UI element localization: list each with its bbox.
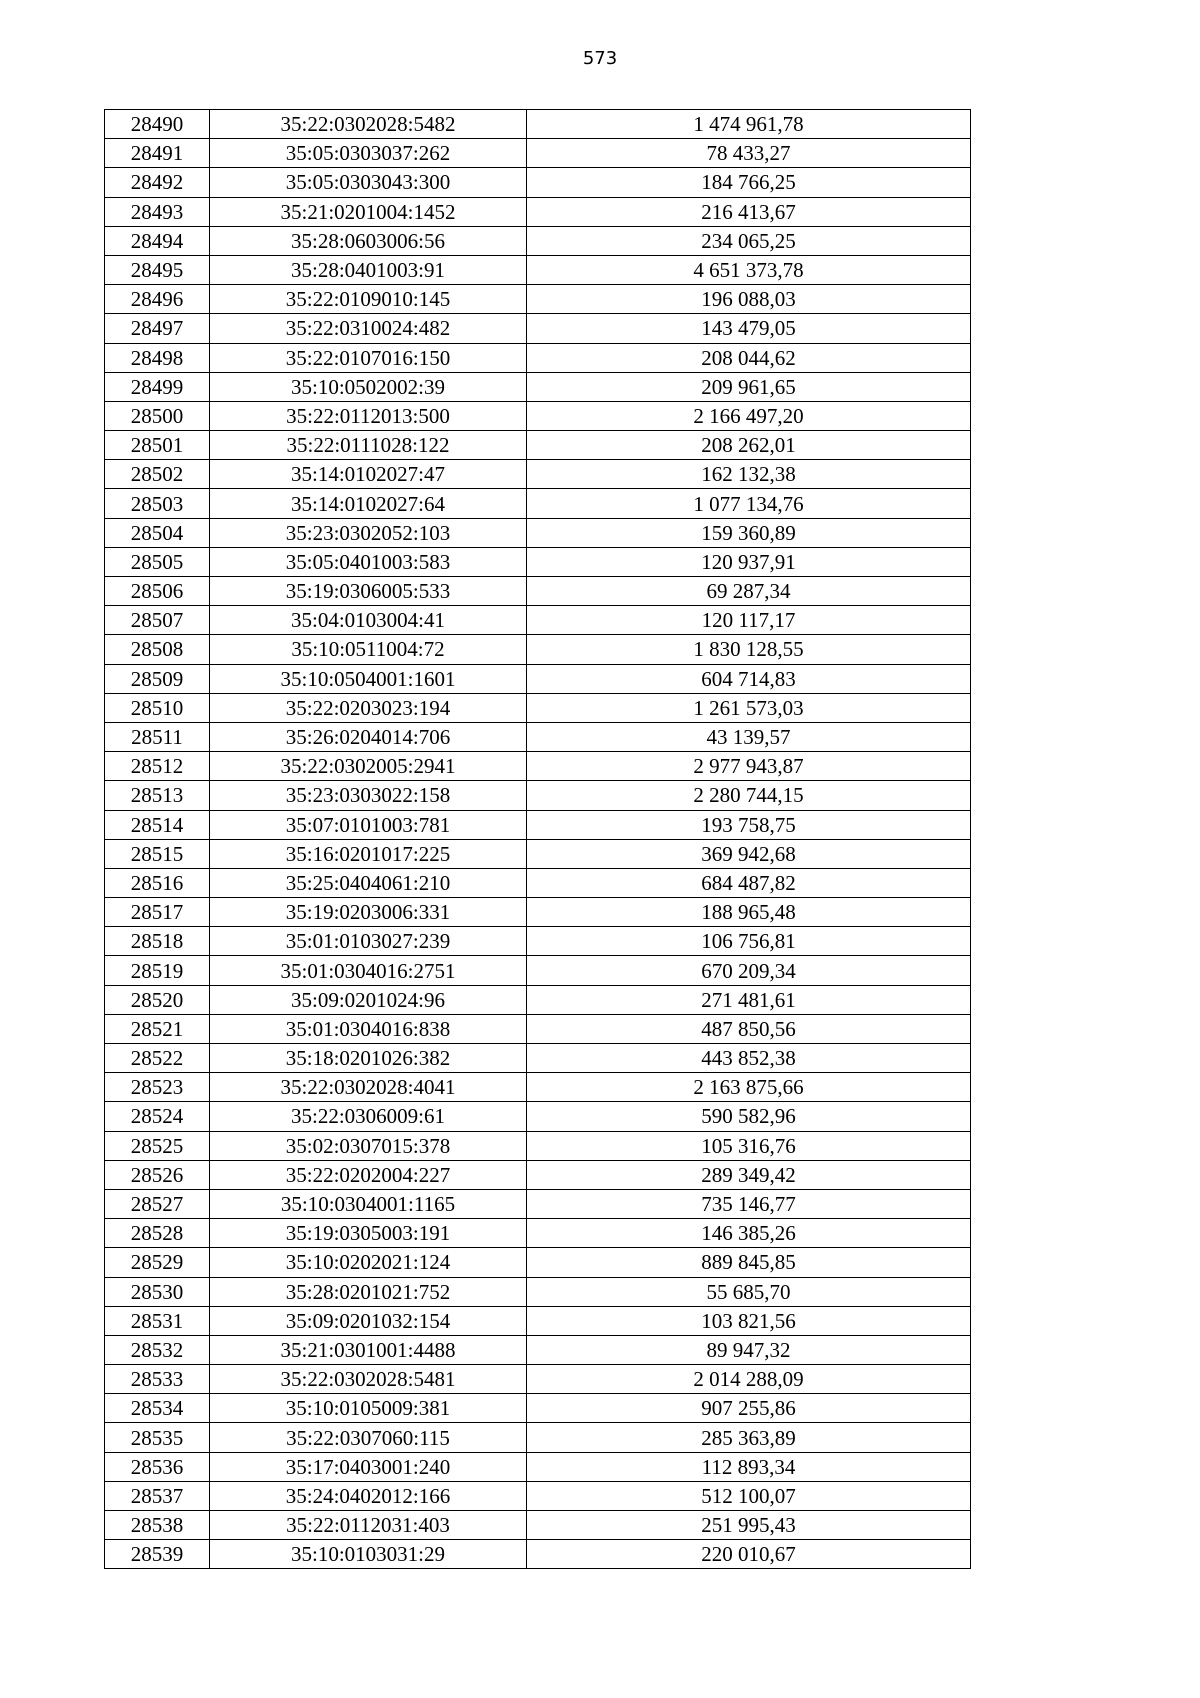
value-cell: 196 088,03	[527, 285, 971, 314]
cadastral-number-cell: 35:22:0111028:122	[210, 431, 527, 460]
table-row	[105, 343, 971, 372]
table-row	[105, 460, 971, 489]
cadastral-number-cell: 35:18:0201026:382	[210, 1044, 527, 1073]
value-cell: 271 481,61	[527, 985, 971, 1014]
value-cell: 4 651 373,78	[527, 255, 971, 284]
cadastral-number-cell: 35:07:0101003:781	[210, 810, 527, 839]
cadastral-number-cell: 35:22:0310024:482	[210, 314, 527, 343]
value-cell: 220 010,67	[527, 1540, 971, 1569]
row-number-cell: 28526	[105, 1160, 210, 1189]
cadastral-number-cell: 35:22:0306009:61	[210, 1102, 527, 1131]
value-cell: 78 433,27	[527, 139, 971, 168]
cadastral-number-cell: 35:28:0603006:56	[210, 226, 527, 255]
row-number-cell: 28528	[105, 1219, 210, 1248]
table-row	[105, 810, 971, 839]
table-row	[105, 1481, 971, 1510]
value-cell: 251 995,43	[527, 1511, 971, 1540]
table-row	[105, 372, 971, 401]
cadastral-number-cell: 35:17:0403001:240	[210, 1452, 527, 1481]
row-number-cell: 28515	[105, 839, 210, 868]
cadastral-number-cell: 35:16:0201017:225	[210, 839, 527, 868]
value-cell: 2 977 943,87	[527, 752, 971, 781]
value-cell: 2 166 497,20	[527, 401, 971, 430]
row-number-cell: 28536	[105, 1452, 210, 1481]
value-cell: 285 363,89	[527, 1423, 971, 1452]
value-cell: 907 255,86	[527, 1394, 971, 1423]
value-cell: 209 961,65	[527, 372, 971, 401]
table-row	[105, 168, 971, 197]
cadastral-number-cell: 35:09:0201024:96	[210, 985, 527, 1014]
value-cell: 1 077 134,76	[527, 489, 971, 518]
value-cell: 2 014 288,09	[527, 1365, 971, 1394]
row-number-cell: 28499	[105, 372, 210, 401]
value-cell: 162 132,38	[527, 460, 971, 489]
table-body	[105, 110, 971, 1569]
cadastral-number-cell: 35:02:0307015:378	[210, 1131, 527, 1160]
value-cell: 670 209,34	[527, 956, 971, 985]
cadastral-number-cell: 35:28:0401003:91	[210, 255, 527, 284]
value-cell: 159 360,89	[527, 518, 971, 547]
table-row	[105, 285, 971, 314]
value-cell: 234 065,25	[527, 226, 971, 255]
cadastral-number-cell: 35:10:0504001:1601	[210, 664, 527, 693]
cadastral-number-cell: 35:21:0201004:1452	[210, 197, 527, 226]
cadastral-number-cell: 35:22:0107016:150	[210, 343, 527, 372]
table-row	[105, 110, 971, 139]
cadastral-number-cell: 35:10:0202021:124	[210, 1248, 527, 1277]
cadastral-number-cell: 35:22:0112013:500	[210, 401, 527, 430]
row-number-cell: 28517	[105, 898, 210, 927]
cadastral-number-cell: 35:22:0109010:145	[210, 285, 527, 314]
row-number-cell: 28506	[105, 577, 210, 606]
row-number-cell: 28510	[105, 693, 210, 722]
row-number-cell: 28490	[105, 110, 210, 139]
row-number-cell: 28520	[105, 985, 210, 1014]
row-number-cell: 28521	[105, 1014, 210, 1043]
cadastral-number-cell: 35:26:0204014:706	[210, 722, 527, 751]
row-number-cell: 28491	[105, 139, 210, 168]
cadastral-number-cell: 35:10:0511004:72	[210, 635, 527, 664]
value-cell: 208 262,01	[527, 431, 971, 460]
row-number-cell: 28503	[105, 489, 210, 518]
row-number-cell: 28527	[105, 1189, 210, 1218]
row-number-cell: 28497	[105, 314, 210, 343]
table-row	[105, 927, 971, 956]
table-row	[105, 1306, 971, 1335]
cadastral-number-cell: 35:22:0203023:194	[210, 693, 527, 722]
row-number-cell: 28505	[105, 547, 210, 576]
value-cell: 590 582,96	[527, 1102, 971, 1131]
cadastral-number-cell: 35:01:0103027:239	[210, 927, 527, 956]
row-number-cell: 28534	[105, 1394, 210, 1423]
cadastral-number-cell: 35:10:0304001:1165	[210, 1189, 527, 1218]
row-number-cell: 28539	[105, 1540, 210, 1569]
table-row	[105, 489, 971, 518]
cadastral-number-cell: 35:01:0304016:2751	[210, 956, 527, 985]
cadastral-number-cell: 35:14:0102027:47	[210, 460, 527, 489]
value-cell: 143 479,05	[527, 314, 971, 343]
row-number-cell: 28525	[105, 1131, 210, 1160]
table-row	[105, 1335, 971, 1364]
table-row	[105, 226, 971, 255]
table-row	[105, 693, 971, 722]
row-number-cell: 28493	[105, 197, 210, 226]
table-row	[105, 664, 971, 693]
row-number-cell: 28533	[105, 1365, 210, 1394]
cadastral-number-cell: 35:19:0306005:533	[210, 577, 527, 606]
cadastral-number-cell: 35:05:0401003:583	[210, 547, 527, 576]
table-row	[105, 139, 971, 168]
table-row	[105, 1394, 971, 1423]
value-cell: 684 487,82	[527, 868, 971, 897]
value-cell: 188 965,48	[527, 898, 971, 927]
table-row	[105, 577, 971, 606]
row-number-cell: 28496	[105, 285, 210, 314]
value-cell: 112 893,34	[527, 1452, 971, 1481]
row-number-cell: 28532	[105, 1335, 210, 1364]
row-number-cell: 28495	[105, 255, 210, 284]
row-number-cell: 28530	[105, 1277, 210, 1306]
row-number-cell: 28516	[105, 868, 210, 897]
row-number-cell: 28519	[105, 956, 210, 985]
cadastral-number-cell: 35:19:0305003:191	[210, 1219, 527, 1248]
value-cell: 120 937,91	[527, 547, 971, 576]
table-row	[105, 606, 971, 635]
table-row	[105, 1452, 971, 1481]
row-number-cell: 28507	[105, 606, 210, 635]
table-row	[105, 898, 971, 927]
table-row	[105, 956, 971, 985]
cadastral-number-cell: 35:22:0112031:403	[210, 1511, 527, 1540]
table-row	[105, 1248, 971, 1277]
table-row	[105, 1073, 971, 1102]
table-row	[105, 1189, 971, 1218]
value-cell: 146 385,26	[527, 1219, 971, 1248]
cadastral-number-cell: 35:04:0103004:41	[210, 606, 527, 635]
row-number-cell: 28513	[105, 781, 210, 810]
row-number-cell: 28501	[105, 431, 210, 460]
cadastral-number-cell: 35:05:0303043:300	[210, 168, 527, 197]
cadastral-number-cell: 35:22:0307060:115	[210, 1423, 527, 1452]
row-number-cell: 28531	[105, 1306, 210, 1335]
row-number-cell: 28509	[105, 664, 210, 693]
cadastral-number-cell: 35:22:0202004:227	[210, 1160, 527, 1189]
row-number-cell: 28535	[105, 1423, 210, 1452]
cadastral-number-cell: 35:22:0302028:5482	[210, 110, 527, 139]
cadastral-number-cell: 35:24:0402012:166	[210, 1481, 527, 1510]
table-row	[105, 839, 971, 868]
row-number-cell: 28511	[105, 722, 210, 751]
value-cell: 193 758,75	[527, 810, 971, 839]
cadastral-number-cell: 35:22:0302028:4041	[210, 1073, 527, 1102]
row-number-cell: 28518	[105, 927, 210, 956]
value-cell: 487 850,56	[527, 1014, 971, 1043]
cadastral-number-cell: 35:23:0303022:158	[210, 781, 527, 810]
value-cell: 443 852,38	[527, 1044, 971, 1073]
row-number-cell: 28512	[105, 752, 210, 781]
row-number-cell: 28504	[105, 518, 210, 547]
cadastral-number-cell: 35:09:0201032:154	[210, 1306, 527, 1335]
cadastral-number-cell: 35:22:0302005:2941	[210, 752, 527, 781]
row-number-cell: 28494	[105, 226, 210, 255]
table-row	[105, 1277, 971, 1306]
table-row	[105, 722, 971, 751]
table-row	[105, 431, 971, 460]
cadastral-number-cell: 35:05:0303037:262	[210, 139, 527, 168]
row-number-cell: 28502	[105, 460, 210, 489]
table-row	[105, 985, 971, 1014]
value-cell: 120 117,17	[527, 606, 971, 635]
registry-table	[104, 109, 971, 1569]
value-cell: 735 146,77	[527, 1189, 971, 1218]
row-number-cell: 28529	[105, 1248, 210, 1277]
value-cell: 105 316,76	[527, 1131, 971, 1160]
row-number-cell: 28538	[105, 1511, 210, 1540]
table-row	[105, 781, 971, 810]
table-row	[105, 518, 971, 547]
value-cell: 106 756,81	[527, 927, 971, 956]
value-cell: 889 845,85	[527, 1248, 971, 1277]
value-cell: 184 766,25	[527, 168, 971, 197]
value-cell: 1 261 573,03	[527, 693, 971, 722]
cadastral-number-cell: 35:23:0302052:103	[210, 518, 527, 547]
table-row	[105, 752, 971, 781]
table-row	[105, 1365, 971, 1394]
row-number-cell: 28537	[105, 1481, 210, 1510]
table-row	[105, 1014, 971, 1043]
row-number-cell: 28524	[105, 1102, 210, 1131]
cadastral-number-cell: 35:21:0301001:4488	[210, 1335, 527, 1364]
table-row	[105, 1131, 971, 1160]
table-row	[105, 197, 971, 226]
row-number-cell: 28508	[105, 635, 210, 664]
value-cell: 1 830 128,55	[527, 635, 971, 664]
value-cell: 1 474 961,78	[527, 110, 971, 139]
value-cell: 216 413,67	[527, 197, 971, 226]
cadastral-number-cell: 35:01:0304016:838	[210, 1014, 527, 1043]
table-row	[105, 635, 971, 664]
row-number-cell: 28500	[105, 401, 210, 430]
cadastral-number-cell: 35:10:0502002:39	[210, 372, 527, 401]
value-cell: 55 685,70	[527, 1277, 971, 1306]
table-row	[105, 1540, 971, 1569]
value-cell: 2 163 875,66	[527, 1073, 971, 1102]
table-row	[105, 314, 971, 343]
row-number-cell: 28523	[105, 1073, 210, 1102]
cadastral-number-cell: 35:25:0404061:210	[210, 868, 527, 897]
value-cell: 604 714,83	[527, 664, 971, 693]
row-number-cell: 28498	[105, 343, 210, 372]
table-row	[105, 1219, 971, 1248]
table-row	[105, 401, 971, 430]
row-number-cell: 28514	[105, 810, 210, 839]
page-number: 573	[582, 48, 618, 69]
cadastral-number-cell: 35:10:0103031:29	[210, 1540, 527, 1569]
table-row	[105, 1511, 971, 1540]
value-cell: 369 942,68	[527, 839, 971, 868]
value-cell: 2 280 744,15	[527, 781, 971, 810]
cadastral-number-cell: 35:14:0102027:64	[210, 489, 527, 518]
value-cell: 89 947,32	[527, 1335, 971, 1364]
value-cell: 512 100,07	[527, 1481, 971, 1510]
value-cell: 208 044,62	[527, 343, 971, 372]
cadastral-number-cell: 35:10:0105009:381	[210, 1394, 527, 1423]
row-number-cell: 28492	[105, 168, 210, 197]
cadastral-number-cell: 35:28:0201021:752	[210, 1277, 527, 1306]
row-number-cell: 28522	[105, 1044, 210, 1073]
table-row	[105, 1160, 971, 1189]
table-row	[105, 1102, 971, 1131]
table-row	[105, 1044, 971, 1073]
value-cell: 103 821,56	[527, 1306, 971, 1335]
value-cell: 43 139,57	[527, 722, 971, 751]
table-row	[105, 547, 971, 576]
cadastral-number-cell: 35:22:0302028:5481	[210, 1365, 527, 1394]
table-row	[105, 255, 971, 284]
cadastral-number-cell: 35:19:0203006:331	[210, 898, 527, 927]
value-cell: 69 287,34	[527, 577, 971, 606]
table-row	[105, 1423, 971, 1452]
value-cell: 289 349,42	[527, 1160, 971, 1189]
table-row	[105, 868, 971, 897]
